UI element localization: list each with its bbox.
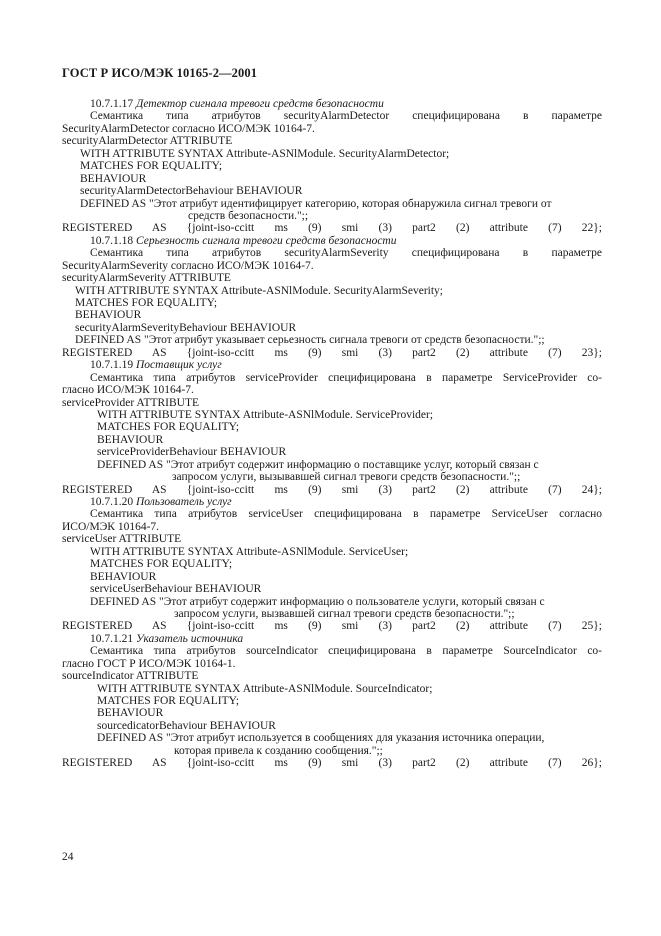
section-number: 10.7.1.21	[90, 632, 134, 645]
text-line: Семантика типа атрибутов securityAlarmDetector специфицирована в параметре	[90, 110, 602, 123]
text-line: WITH ATTRIBUTE SYNTAX Attribute-ASNlModule. SecurityAlarmSeverity;	[75, 284, 443, 297]
section-number: 10.7.1.18	[90, 234, 134, 247]
section-title: Пользователь услуг	[136, 496, 232, 508]
text-line: serviceUser ATTRIBUTE	[62, 533, 182, 546]
text-line: гласно ГОСТ Р ИСО/МЭК 10164-1.	[62, 657, 236, 670]
text-line: DEFINED AS "Этот атрибут содержит информацию о поставщике услуг, который связан с	[97, 458, 539, 471]
section-heading	[62, 235, 602, 247]
section-title: Серьезность сигнала тревоги средств безопасности	[136, 234, 397, 247]
text-line: Семантика типа атрибутов sourceIndicator специфицирована в параметре SourceIndicator со-	[90, 645, 602, 658]
text-line: MATCHES FOR EQUALITY;	[75, 297, 218, 309]
text-line: serviceProviderBehaviour BEHAVIOUR	[97, 446, 287, 459]
text-line: SecurityAlarmDetector согласно ИСО/МЭК 10164-7.	[62, 122, 315, 135]
text-line: securityAlarmDetectorBehaviour BEHAVIOUR	[80, 185, 303, 198]
text-line: securityAlarmSeverity ATTRIBUTE	[62, 272, 231, 285]
text-line: которая привела к созданию сообщения.";;	[174, 744, 383, 757]
text-line: MATCHES FOR EQUALITY;	[97, 695, 240, 707]
page-header: ГОСТ Р ИСО/МЭК 10165-2—2001	[62, 66, 258, 80]
text-line: MATCHES FOR EQUALITY;	[90, 558, 233, 571]
text-line: WITH ATTRIBUTE SYNTAX Attribute-ASNlModule. ServiceUser;	[90, 545, 409, 558]
text-line: sourceIndicator ATTRIBUTE	[62, 670, 199, 683]
text-line: Семантика типа атрибутов securityAlarmSeverity специфицирована в параметре	[90, 247, 602, 260]
text-line: запросом услуги, вызывавшей сигнал тревоги средств безопасности.";;	[172, 471, 521, 484]
text-line: REGISTERED AS {joint-iso-ccitt ms (9) smi (3) part2 (2) attribute (7) 25};	[62, 620, 602, 633]
section-heading	[62, 359, 602, 371]
text-line: BEHAVIOUR	[75, 309, 142, 322]
text-line: BEHAVIOUR	[97, 433, 164, 446]
text-line: MATCHES FOR EQUALITY;	[80, 160, 223, 173]
text-line: sourcedicatorBehaviour BEHAVIOUR	[97, 719, 276, 732]
section-number: 10.7.1.17	[90, 98, 134, 110]
text-line: WITH ATTRIBUTE SYNTAX Attribute-ASNlModule. SourceIndicator;	[97, 682, 433, 695]
text-line: средств безопасности.";;	[188, 209, 309, 222]
section-title: Поставщик услуг	[136, 359, 222, 372]
section-number: 10.7.1.20	[90, 496, 134, 508]
text-line: WITH ATTRIBUTE SYNTAX Attribute-ASNlModule. ServiceProvider;	[97, 408, 434, 421]
text-line: REGISTERED AS {joint-iso-ccitt ms (9) smi (3) part2 (2) attribute (7) 24};	[62, 483, 602, 496]
text-line: REGISTERED AS {joint-iso-ccitt ms (9) smi (3) part2 (2) attribute (7) 23};	[62, 346, 602, 359]
text-line: SecurityAlarmSeverity согласно ИСО/МЭК 10164-7.	[62, 259, 314, 272]
section-number: 10.7.1.19	[90, 359, 134, 372]
text-line: securityAlarmDetector ATTRIBUTE	[62, 135, 233, 148]
text-line: BEHAVIOUR	[90, 570, 157, 583]
text-line: ИСО/МЭК 10164-7.	[62, 520, 160, 533]
document-body	[62, 98, 602, 770]
text-line: serviceUserBehaviour BEHAVIOUR	[90, 583, 262, 596]
section-title: Указатель источника	[136, 632, 244, 645]
text-line: BEHAVIOUR	[80, 172, 147, 185]
text-line: гласно ИСО/МЭК 10164-7.	[62, 384, 194, 397]
text-line: BEHAVIOUR	[97, 707, 164, 720]
section-title: Детектор сигнала тревоги средств безопасности	[136, 98, 384, 110]
page-number: 24	[62, 851, 74, 863]
text-line: Семантика типа атрибутов serviceUser специфицирована в параметре ServiceUser согласно	[90, 508, 602, 521]
text-line: serviceProvider ATTRIBUTE	[62, 396, 200, 409]
text-line: Семантика типа атрибутов serviceProvider специфицирована в параметре ServiceProvider со-	[90, 371, 602, 384]
section-heading	[62, 633, 602, 645]
text-line: DEFINED AS "Этот атрибут содержит информацию о пользователе услуги, который связан с	[90, 595, 545, 608]
text-line: REGISTERED AS {joint-iso-ccitt ms (9) smi (3) part2 (2) attribute (7) 26};	[62, 757, 602, 770]
text-line: securityAlarmSeverityBehaviour BEHAVIOUR	[75, 321, 297, 334]
text-line: MATCHES FOR EQUALITY;	[97, 421, 240, 434]
text-line: DEFINED AS "Этот атрибут указывает серьезность сигнала тревоги от средств безопасности.";;	[75, 334, 545, 347]
text-line: WITH ATTRIBUTE SYNTAX Attribute-ASNlModule. SecurityAlarmDetector;	[80, 147, 450, 160]
text-line: DEFINED AS "Этот атрибут идентифицирует категорию, которая обнаружила сигнал тревоги от	[80, 197, 552, 210]
section-heading	[62, 98, 602, 110]
text-line: запросом услуги, вызвавшей сигнал тревоги средств безопасности.";;	[174, 607, 515, 620]
text-line: REGISTERED AS {joint-iso-ccitt ms (9) smi (3) part2 (2) attribute (7) 22};	[62, 222, 602, 235]
section-heading	[62, 496, 602, 508]
text-line: DEFINED AS "Этот атрибут используется в сообщениях для указания источника операции,	[97, 732, 545, 745]
